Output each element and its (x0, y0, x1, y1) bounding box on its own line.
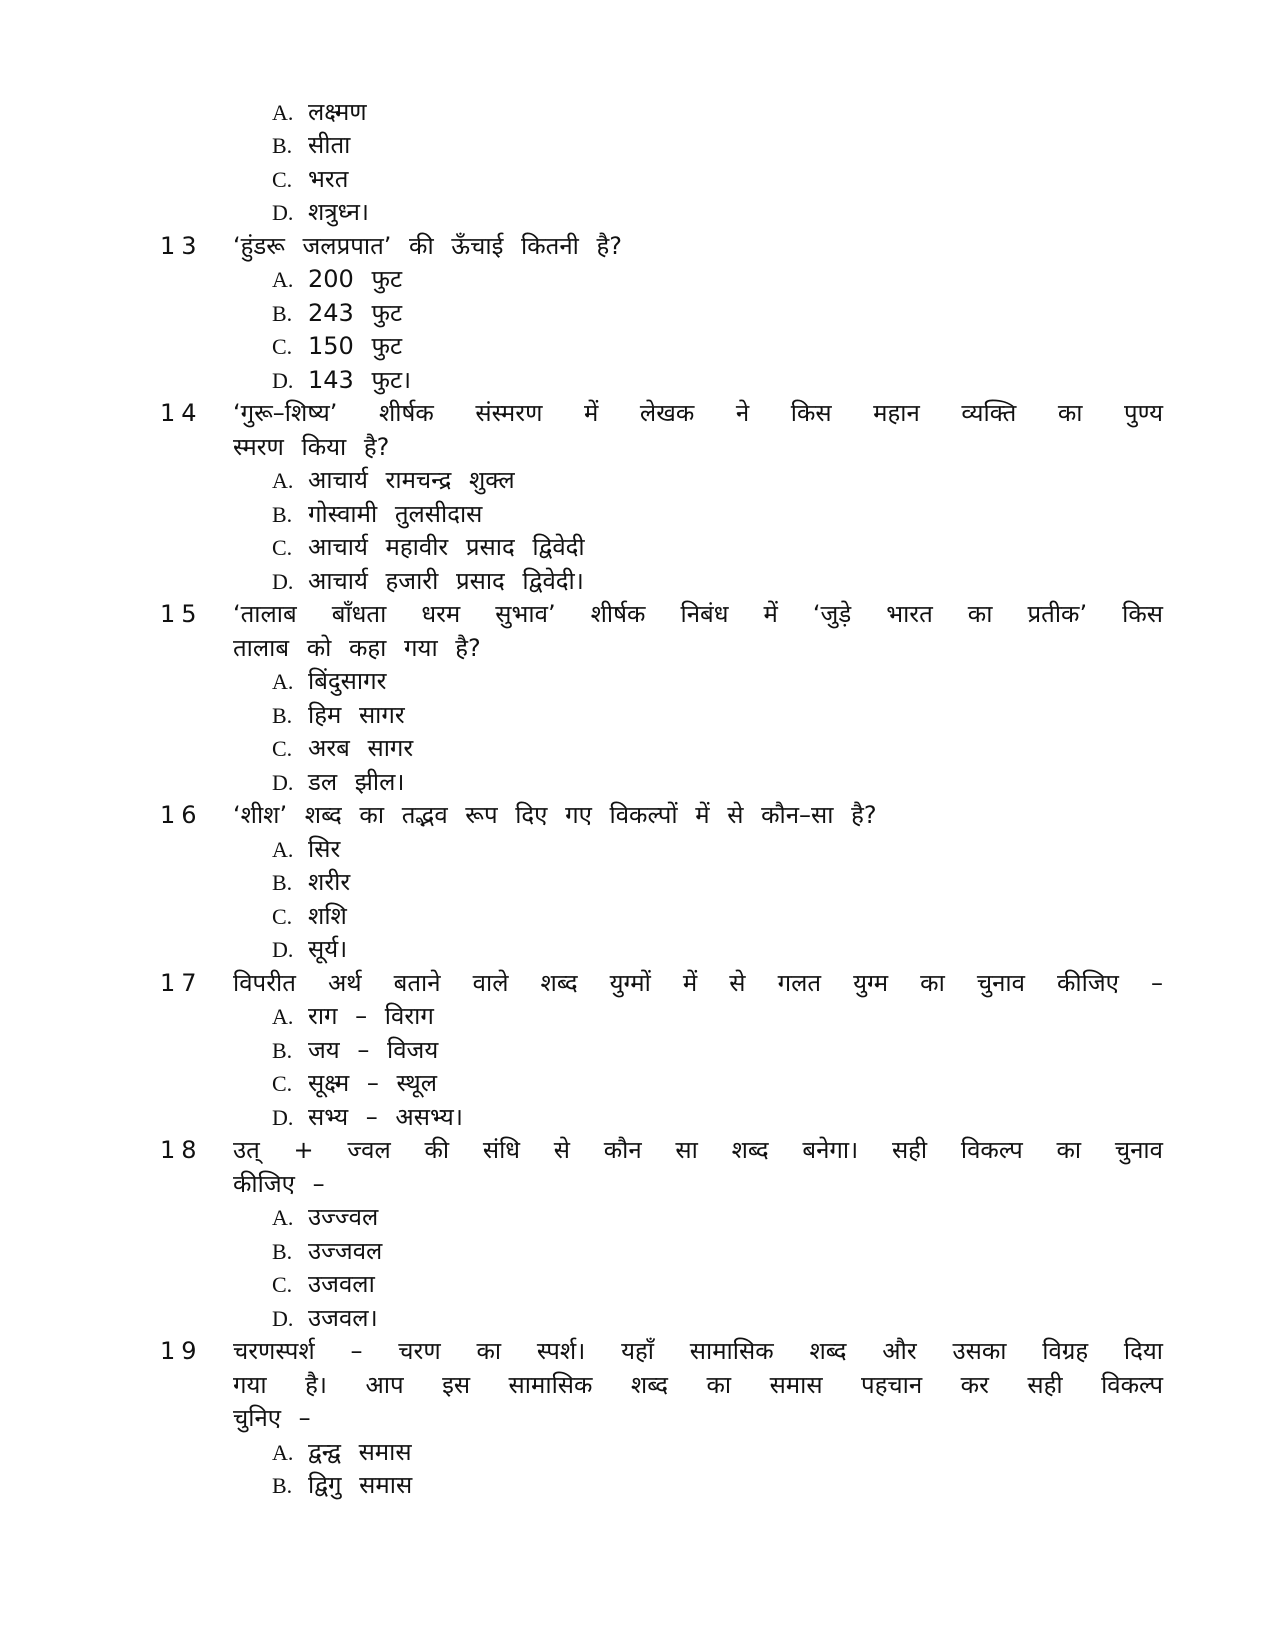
option-label: B. (272, 301, 293, 326)
option-item (272, 1100, 463, 1135)
option-text: आचार्य रामचन्द्र शुक्ल (308, 466, 515, 494)
option-text: गोस्वामी तुलसीदास (308, 500, 483, 528)
option-text: द्वन्द्व समास (308, 1438, 412, 1466)
option-label: B. (272, 1038, 293, 1063)
option-text: सूर्य। (308, 935, 348, 963)
question-text: ‘गुरू–शिष्य’ शीर्षक संस्मरण में लेखक ने किस महान व्यक्ति का पुण्य (233, 399, 1163, 427)
question-number: 13 (160, 232, 203, 260)
option-text: 150 फुट (308, 332, 403, 360)
option-item (272, 95, 367, 130)
option-item (272, 765, 404, 800)
option-text: शशि (308, 902, 347, 930)
option-label: C. (272, 535, 293, 560)
option-item (272, 530, 585, 565)
option-label: B. (272, 133, 293, 158)
question-text-continued: चुनिए – (233, 1404, 311, 1432)
option-label: A. (272, 267, 294, 292)
option-text: सिर (308, 835, 341, 863)
option-label: B. (272, 1239, 293, 1264)
option-text: सभ्य – असभ्य। (308, 1103, 463, 1131)
option-text: आचार्य महावीर प्रसाद द्विवेदी (308, 533, 585, 561)
option-label: D. (272, 569, 294, 594)
question-text: विपरीत अर्थ बताने वाले शब्द युग्मों में से गलत युग्म का चुनाव कीजिए – (233, 969, 1163, 997)
option-label: B. (272, 703, 293, 728)
option-text: हिम सागर (308, 701, 405, 729)
question-text: ‘हुंडरू जलप्रपात’ की ऊँचाई कितनी है? (233, 232, 622, 260)
option-item (272, 162, 348, 197)
option-label: D. (272, 1105, 294, 1130)
option-label: C. (272, 334, 293, 359)
option-label: C. (272, 904, 293, 929)
option-label: A. (272, 1205, 294, 1230)
option-item (272, 664, 386, 699)
option-label: A. (272, 468, 294, 493)
option-text: 200 फुट (308, 265, 403, 293)
option-item (272, 1301, 378, 1336)
question-text-continued: कीजिए – (233, 1170, 325, 1198)
option-item (272, 195, 369, 230)
question-number: 14 (160, 399, 203, 427)
question-text: ‘शीश’ शब्द का तद्भव रूप दिए गए विकल्पों में से कौन–सा है? (233, 801, 877, 829)
option-label: C. (272, 1071, 293, 1096)
option-item (272, 262, 402, 297)
option-text: सूक्ष्म – स्थूल (308, 1069, 437, 1097)
option-text: भरत (308, 165, 349, 193)
option-label: C. (272, 1272, 293, 1297)
option-text: राग – विराग (308, 1002, 434, 1030)
option-label: A. (272, 1004, 294, 1029)
option-label: D. (272, 770, 294, 795)
question-text-continued: तालाब को कहा गया है? (233, 634, 481, 662)
option-item (272, 899, 347, 934)
option-text: द्विगु समास (308, 1471, 413, 1499)
option-text: शरीर (308, 868, 351, 896)
option-label: D. (272, 200, 294, 225)
question-text: ‘तालाब बाँधता धरम सुभाव’ शीर्षक निबंध में ‘जुड़े भारत का प्रतीक’ किस (233, 600, 1163, 628)
option-item (272, 999, 434, 1034)
option-item (272, 1200, 378, 1235)
option-label: A. (272, 100, 294, 125)
option-item (272, 832, 340, 867)
question-number: 15 (160, 600, 203, 628)
option-item (272, 1033, 438, 1068)
option-label: A. (272, 669, 294, 694)
option-text: डल झील। (308, 768, 405, 796)
option-label: A. (272, 837, 294, 862)
question-number: 17 (160, 969, 203, 997)
option-text: शत्रुध्न। (308, 198, 370, 226)
option-item (272, 1066, 437, 1101)
option-text: उज्ज्वल (308, 1203, 379, 1231)
option-item (272, 296, 402, 331)
question-text: चरणस्पर्श – चरण का स्पर्श। यहाँ सामासिक शब्द और उसका विग्रह दिया (233, 1337, 1163, 1365)
option-item (272, 1267, 375, 1302)
option-item (272, 1234, 382, 1269)
option-text: सीता (308, 131, 351, 159)
option-label: B. (272, 870, 293, 895)
question-text-continued: गया है। आप इस सामासिक शब्द का समास पहचान कर सही विकल्प (233, 1371, 1163, 1399)
option-text: उजवल। (308, 1304, 378, 1332)
option-item (272, 497, 482, 532)
option-text: जय – विजय (308, 1036, 439, 1064)
option-item (272, 1468, 412, 1503)
option-item (272, 1435, 412, 1470)
option-text: अरब सागर (308, 734, 414, 762)
option-text: आचार्य हजारी प्रसाद द्विवेदी। (308, 567, 584, 595)
option-item (272, 564, 584, 599)
option-label: D. (272, 937, 294, 962)
option-text: 143 फुट। (308, 366, 412, 394)
option-item (272, 363, 411, 398)
question-number: 19 (160, 1337, 203, 1365)
question-text: उत् + ज्वल की संधि से कौन सा शब्द बनेगा। सही विकल्प का चुनाव (233, 1136, 1163, 1164)
option-text: लक्ष्मण (308, 98, 367, 126)
option-item (272, 865, 350, 900)
option-item (272, 463, 515, 498)
option-label: C. (272, 736, 293, 761)
option-label: C. (272, 167, 293, 192)
option-label: B. (272, 502, 293, 527)
option-label: A. (272, 1440, 294, 1465)
option-label: D. (272, 368, 294, 393)
option-item (272, 128, 350, 163)
question-text-continued: स्मरण किया है? (233, 433, 390, 461)
option-text: 243 फुट (308, 299, 403, 327)
option-item (272, 698, 405, 733)
option-text: उज्जवल (308, 1237, 383, 1265)
option-text: बिंदुसागर (308, 667, 387, 695)
option-item (272, 731, 413, 766)
option-text: उजवला (308, 1270, 375, 1298)
question-number: 18 (160, 1136, 203, 1164)
question-number: 16 (160, 801, 203, 829)
option-label: B. (272, 1473, 293, 1498)
option-item (272, 329, 402, 364)
option-label: D. (272, 1306, 294, 1331)
option-item (272, 932, 347, 967)
